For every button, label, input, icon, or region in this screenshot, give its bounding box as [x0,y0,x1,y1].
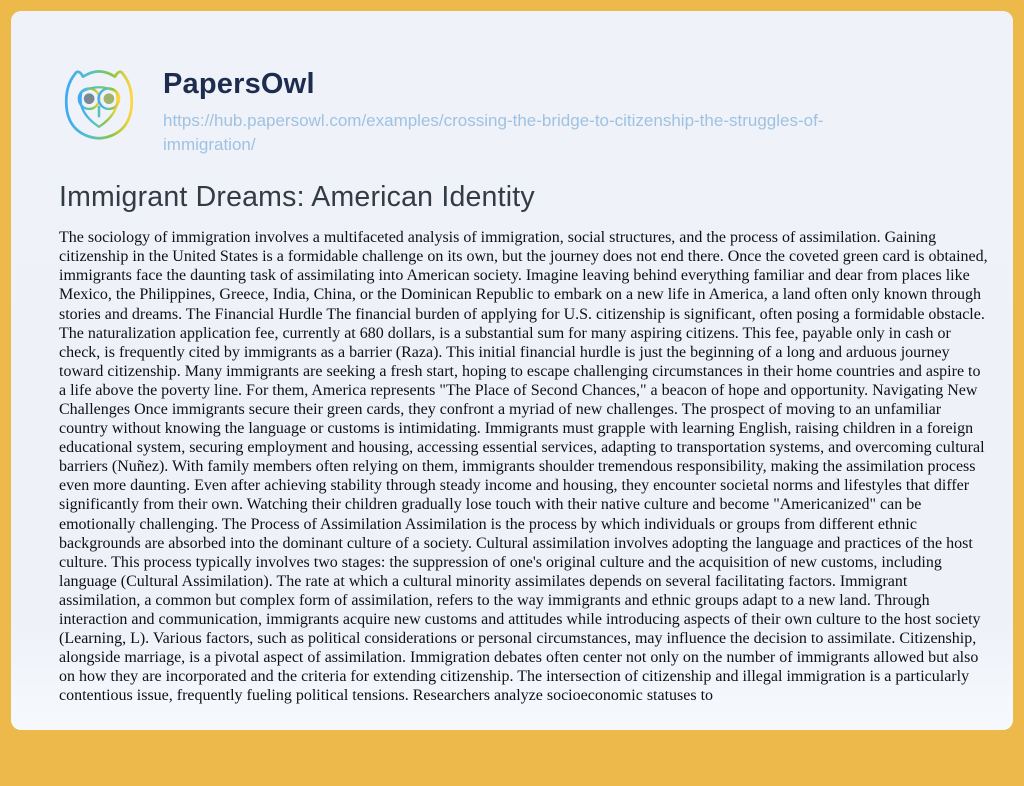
content-card [11,11,1013,730]
source-url-link[interactable]: https://hub.papersowl.com/examples/crossing-the-bridge-to-citizenship-the-struggles-of-immigration/ [163,110,824,155]
article-body: The sociology of immigration involves a multifaceted analysis of immigration, social structures, and the process of assimilation. Gaining citizenship in the United States is a formidable challenge on its own, but the journey does not end there. Once the coveted green card is obtained, immigrants face the daunting task of assimilating into American society. Imagine leaving behind everything familiar and dear from places like Mexico, the Philippines, Greece, India, China, or the Dominican Republic to embark on a new life in America, a land often only known through stories and dreams. The Financial Hurdle The financial burden of applying for U.S. citizenship is significant, often posing a formidable obstacle. The naturalization application fee, currently at 680 dollars, is a substantial sum for many aspiring citizens. This fee, payable only in cash or check, is frequently cited by immigrants as a barrier (Raza). This initial financial hurdle is just the beginning of a long and arduous journey toward citizenship. Many immigrants are seeking a fresh start, hoping to escape challenging circumstances in their home countries and aspire to a life above the poverty line. For them, America represents "The Place of Second Chances," a beacon of hope and opportunity. Navigating New Challenges Once immigrants secure their green cards, they confront a myriad of new challenges. The prospect of moving to an unfamiliar country without knowing the language or customs is intimidating. Immigrants must grapple with learning English, raising children in a foreign educational system, securing employment and housing, accessing essential services, adapting to transportation systems, and overcoming cultural barriers (Nuñez). With family members often relying on them, immigrants shoulder tremendous responsibility, making the assimilation process even more daunting. Even after achieving stability through steady income and housing, they encounter societal norms and lifestyles that differ significantly from their own. Watching their children gradually lose touch with their native culture and become "Americanized" can be emotionally challenging. The Process of Assimilation Assimilation is the process by which individuals or groups from different ethnic backgrounds are absorbed into the dominant culture of a society. Cultural assimilation involves adopting the language and practices of the host culture. This process typically involves two stages: the suppression of one's original culture and the acquisition of new customs, including language (Cultural Assimilation). The rate at which a cultural minority assimilates depends on several facilitating factors. Immigrant assimilation, a common but complex form of assimilation, refers to the way immigrants and ethnic groups adapt to a new land. Through interaction and communication, immigrants acquire new customs and attitudes while introducing aspects of their own culture to the host society (Learning, L). Various factors, such as political considerations or personal circumstances, may influence the decision to assimilate. Citizenship, alongside marriage, is a pivotal aspect of assimilation. Immigration debates often center not only on the number of immigrants allowed but also on how they are incorporated and the criteria for extending citizenship. The intersection of citizenship and illegal immigration is a particularly contentious issue, frequently fueling political tensions. Researchers analyze socioeconomic statuses to [59,229,988,705]
brand-name: PapersOwl [163,68,315,100]
article-title: Immigrant Dreams: American Identity [59,181,535,214]
site-header [59,63,965,157]
owl-logo-icon [61,63,137,145]
header-text [163,63,911,157]
